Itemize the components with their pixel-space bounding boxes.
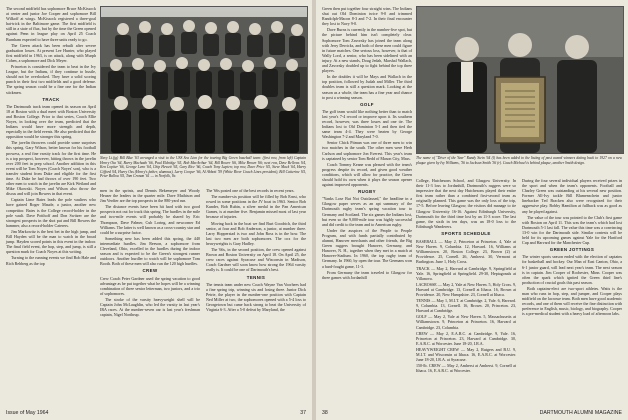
- paragraph: Something new has been added this spring, the 440 intermediate hurdles. Jim Reeson, a sophomore from Cleveland, Ohio, excelled in the hurdles during the indoor season and is expected to be the Green's strongest runner outdoors. Another hurdler to watch will be sophomore Tom Booth. Both of these men will also run the 120 high hurdles.: [100, 235, 200, 267]
- section-heading-green-jottings: GREEN JOTTINGS: [549, 247, 595, 253]
- left-page: [0, 0, 312, 420]
- schedule-entry: LACROSSE — May 2, Yale at New Haven. 5, Holy Cross. 9, Harvard at Cambridge. 13, Cornell at Ithaca. 16, Brown at Providence. 20, New Hampshire. 23, Cornell at Ithaca.: [416, 281, 516, 297]
- paragraph: Green then put together four straight wins. The Indians shut out Old Dominion twice 9-0 and trimmed Randolph-Macon 8-3 and 7-2. In their final encounter they lost to Navy 9-0.: [322, 6, 412, 27]
- schedule-entry: HEAVYWEIGHT CREW — May 2, Rutgers and B.U. 9, M.I.T. and Wisconsin at Ithaca. 16, E.A.R.C. at Worcester. June 18-20, I.R.A. at Syracuse.: [416, 346, 516, 363]
- page-number: 37: [300, 410, 306, 416]
- section-heading-track: TRACK: [42, 96, 60, 102]
- paragraph: Moving back in the boat we find Burt Goodrich, the third senior, at four and Bob Anderson, a junior, at number three. Larry Hopperstad is two and John Ross is in the bow. The last two men are both sophomores. The cox for the heavyweights is Gary Hadley.: [206, 220, 306, 246]
- issue-folio: Issue of May 1964: [6, 410, 49, 416]
- paragraph: men in the sprints, and Dennis Bekemeyer and Woody Heuser the leaders in the quarter mile. Dave Mathison and Jim Verdier are the top prospects in the 880-yard run.: [100, 188, 200, 204]
- paragraph: The second midfield has sophomore Bruce McKissock at center and junior Joe Cooper and sophomore Bill Wilkoff at wings. McKissock registered a three-goal hat-trick in the Baltimore game. The first midfield is still in a state of flux, but by the time the Green opened against Penn in league play on April 25 Coach Burnham expected to have three units ready to go.: [6, 6, 96, 42]
- paragraph: College, Hutchesons School, and Glasgow University. In their 11-3 loss to Jordanhill, Dartmouth's ruggers were so impressive that the next day Hutchesons played their entire first team rather than a combined first-second team as originally planned. This game was the only loss of the trip, 17-5. Before leaving Glasgow, the visitors did manage to tie Glasgow University 16-16. Against Edinburgh University, Dartmouth for the third time lost by an 11-3 score. The last game, the sixth in ten days, was an 18-0 loss to the Edinburgh Wanderers.: [416, 178, 516, 229]
- section-heading-rugby: RUGBY: [358, 189, 376, 195]
- schedule-entry: TRACK — May 2, Harvard at Cambridge. 9, Springfield at Yale. 16, Springfield at Springfield. 29-30, Heptagonals at Villanova.: [416, 265, 516, 281]
- sports-schedule-title: SPORTS SCHEDULE: [441, 230, 491, 236]
- left-column-3: [206, 188, 306, 313]
- paragraph: Under the auspices of the People to People Program, and with funds partially contributed by alumni, Hanover merchants and other friends, the Big Green ruggers brought Hanover, Germany, and Hanover, N. H., together when they met in a match at Hanover-Stadium. In 1960, the top rugby team of Germany. In 1960, by open the tour. The Germans won a hard-fought game, 11-3.: [322, 227, 412, 269]
- paragraph: Crew Coach Peter Gardner used the spring vacation to good advantage as he put together what he hopes will be a winning combination of three senior letterman, two juniors, and a trio of sophomores.: [100, 275, 200, 296]
- paragraph: The stroke of the varsity heavyweight shell will be Captain John McLaughlin, who led the varsity in last year's IRA races. At the number-seven oar is last year's freshman captain, Nigel Northrup.: [100, 296, 200, 318]
- paragraph: Princeton is considered the team to beat in the Ivy League, but the Indians, if they continue to hustle, should not be overlooked. They have a solid scoring punch in their first two midfields and a good defense. The spring season could be a fine one for the Indian stickmen.: [6, 64, 96, 95]
- left-column-2: [100, 188, 200, 318]
- paragraph: Dave Burns is currently in the number-five spot, but the picture behind him isn't completely clear. Sophomore Tom Zavorsky has joined the team along with Jerry Derricks, and both of these men could figure in future matches. One serious loss, however, is that of Wally Lord, a senior, who has been sidelined with an injury. At a new stands, Doug Jedah, Marshal Wallach, and Zavorsky doubled up to fight behind the top three players.: [322, 27, 412, 74]
- paragraph: Both captains-elect are two-sport athletes. Watts is the man who runs in hop, step, and jumper, and Cooper plays midfield on the lacrosse team. Both men have good academic records, and one of them will receive the fine distinction with preference in English, music, biology, and biography. Cooper is a pre-medical student with a heavy load of afternoon labs.: [522, 285, 622, 317]
- right-column-2: [416, 178, 516, 374]
- schedule-entry: 150-lb. CREW — May 2, Amherst at Amherst. 9, Cornell at Ithaca. 16, E.A.R.C. at Worcester.: [416, 363, 516, 374]
- right-page: [316, 0, 628, 420]
- paragraph: The javelin throwers could provide some surprises this spring. Gary Wilson, better known for his football prowess, a real fine varsity track for the first time. He is a top prospect, however, hitting throws in the javelin over 200 feet in prep school. Another addition in this event will be Tom Noyes (Coach Noyes' son), who is a transfer student from Duke and eligible for the first time. At Duke he had throws of over 190 feet. Two other men to watch in the javelin are Kirk Weiland and Mike Okowski. Noyes and Wilson also throw the discus and will join Bowers in that event.: [6, 140, 96, 197]
- magazine-folio: DARTMOUTH ALUMNI MAGAZINE: [539, 410, 622, 416]
- diver-photo-caption: The name of "Diver of the Year" Randy Stein '64 (l) has been added to the listing of past award winners dating back to 1927 on a new plaque given by Ivy Williams, '36 to Jackson Smith '36 (r). Coach Michael is behind plaque, another Smith design.: [416, 156, 622, 165]
- paragraph: Senior Chick Pitman was one of three men to win two matches in the south. The other men were Herb Carlson and sophomore Jon Everest. This year's team is captained by senior Tom Redd of Mason City, Mass.: [322, 140, 412, 161]
- left-column-1: [6, 6, 96, 267]
- paragraph: During the four several individual players received prizes in the sport and when the team's opponents. Football and Charley Green was outstanding at his several new position. Former All-Ivy tackle Bill Blumenschein and junior linebacker Ted Bracken also were recognized for their aggressive play. Bobby Hamilton at fullback was as good as any he played against.: [522, 178, 622, 214]
- schedule-entry: GOLF — May 2, Yale at New Haven. 5, Massachusetts at Williamstown. 9, Princeton at Princeton. 16, Harvard at Cambridge. 23, Columbia.: [416, 314, 516, 330]
- paragraph: The value of the tour was pointed to the Club's first game with Boston on April 11. This was the team's which had lost Dartmouth 5-1 last fall. The value this time was a convincing 13-0 win for the Dartmouth side. Similar contests will be held for its upcoming games against Yale for the Hartford Cup and Harvard for the Manchester Cup.: [522, 214, 622, 246]
- paragraph: In the doubles it will be Mays and Wallach in the top position, followed by Judah and Miller. The third doubles team is still a question mark. Looking at the season as a whole, the team has a fine year and chance to post a winning season.: [322, 74, 412, 100]
- paragraph: The tennis team under new Coach Wayne Van Voorhees had a fine spring trip, winning six and losing three. Junior Dick Petrie, the player in the number-one position with Captain Ned Miller at two, the sophomores opened with a 5-4 loss to Georgetown but came back strong to beat the University of Virginia 6-3. After a 5-0 defeat by Maryland, the: [206, 281, 306, 313]
- diver-award-photo: [416, 6, 624, 154]
- paragraph: "Yanks Lose But Not Outclassed," the headline in a Glasgow paper serves as an apt summary of the Dartmouth rugby team's spring vacation tour to Germany and Scotland. The six games the Indians lost, but even so the 9,000-mile tour was highly successful and did credit to the team and to American rugby.: [322, 196, 412, 227]
- paragraph: Turning to the running events we find Bob Hale and Rich Rehberg as the top: [6, 255, 96, 266]
- paragraph: From Germany the team traveled to Glasgow for three games with Jordanhill: [322, 269, 412, 280]
- paragraph: Captain Lime Bates leads the pole vaulters who have gained Roger Maude, a junior, another new competitor. Bates is the College record-holder in the pole vault. Dave Potthoff and Don Switzer are the strongest prospects in the shot put and Bill Bowers the hammer, also a record-holder Caterers.: [6, 197, 96, 228]
- paragraph: The distance events have been hit hard with two good prospects not out for track this spring. The hurdles in the mile and two-mile events will probably be shared by Eric Thompson, Dave Palmer, Cub Loring, and newcomer Ed Williams. The latter is well known as a cross-country star and could be a surprise factor.: [100, 204, 200, 235]
- team-photo-caption: Navy Lt.(jg) Bill Blue '63 arranged a visit to the USS Sea Lion for the touring Big Green baseball team: (first row, from left) Captain Henry Ota '64, Barry Machado '66, Paul Eldridge '65, Bob MacArthur '64, Bill Bower '66, Mike Brown '66; next row, Dave Bellows '64, Ken Lopiter '66, George Leno '64, Chip Hewett '65, Gary Rice '66, Coach Tony Lupien; top row, Dave Price '65, Steve Mack '64, Harry Gifford '64, Harry Oss (Henry's father, alumnus), Larry Cooper '66, Al Abbott '59 (White River Coach Lines president), Bill Catterine '65, Peter Ballou '65, Tom Cronan '61 — in Norfolk, Va.: [100, 156, 306, 179]
- right-column-3: [522, 178, 622, 317]
- section-heading-golf: GOLF: [360, 101, 374, 107]
- paragraph: The winter sports season ended with the election of captains for basketball and hockey. Our Man of East Canton, Ohio, a 6-1 junior guard, will lead next year's team. The next season is in captain. Jim Cooper of Rochester, Minn. Cooper was often the spark which ignited the Green third line's production of crucial goals this past season.: [522, 254, 622, 285]
- schedule-entry: TENNIS — May 1, M.I.T. at Cambridge. 2, Yale. 6, Harvard. 9, Columbia. 13, Cornell. 16, Brown. 20, Princeton. 23, Harvard at Cambridge.: [416, 298, 516, 314]
- right-column-1: [322, 6, 412, 281]
- page-number: 38: [322, 410, 328, 416]
- paragraph: The golf team would like nothing better than to match last year's 7-4 record or improve upon it. Its southern record, however, was three losses and one tie. The Indians lost to Old Dominion 5-1 and then tied the same team 4-4. They were beaten by George Washington 7-2 and Maryland 7-0.: [322, 108, 412, 140]
- paragraph: Coach Tommy Keane was pleased with the team's progress despite its record, and given good weather conditions, which will allow for practice, the Green should hold its own when it plays the season opener against improved opponents.: [322, 161, 412, 188]
- section-heading-crew: CREW: [142, 268, 158, 274]
- section-heading-tennis: TENNIS: [246, 274, 266, 280]
- team-photo: [100, 6, 308, 154]
- paragraph: The Green attack has been rebuilt after severe graduation losses. At present Lee Hunter, who played first midfield in 1963, is on attack, along with Murph Cohen, a sophomore and Dick Meyer.: [6, 42, 96, 63]
- paragraph: The Dartmouth track team opened its season on April 18 at Boston with a dual meet with Boston University and Boston College. Prior to that series, Coach Ellie Noyes, in looking over the team, predicted that the Indians would have more strength and depth, especially in the field events. He also predicted that the opposition would be stronger this spring.: [6, 103, 96, 140]
- schedule-entry: BASEBALL — May 2, Princeton at Princeton. 4, Yale at New Haven. 9, Columbia. 12, Harvard. 16, Williams at Williamstown. 20, Boston College. 23, Brown (2) at Providence. 25, Cornell. 26, Amherst. 30, Vermont at Burlington. June 1, Holy Cross.: [416, 239, 516, 265]
- paragraph: The '66s, in the second position, the crew opened against Brown and Boston University on April 18. On April 25, the crew races against Syracuse and Wisconsin in Madison, Coach Gardner will soon know how strong the 1964 varsity really is. It could be one of Dartmouth's best.: [206, 247, 306, 273]
- paragraph: The '66s posted one of the best records in recent years.: [206, 188, 295, 193]
- schedule-entry: CREW — May 2, E.A.R.C. at Cambridge. 9, Yale. 16, Princeton at Princeton. 23, Harvard at Cambridge. 30, E.A.R.C. at Worcester. June 18-20, I.R.A.: [416, 330, 516, 346]
- paragraph: The number-six position will be filled by Bob Ernst, who rowed in some positions in the JV boat in 1963. Senior Bob Kunder, Bob Rubin, a silver medal in the Pan American Games, is at number five. Benjamin missed most of last year because of injuries.: [206, 194, 306, 220]
- paragraph: Jim Markowitz is the best bet in the high jump, and Bill Hayden will be the man to watch in the broad jump. Hayden scored points in this event in the indoor. The final field event, the hop, step, and jump, is still a question mark for Coach Noyes at this writing.: [6, 228, 96, 255]
